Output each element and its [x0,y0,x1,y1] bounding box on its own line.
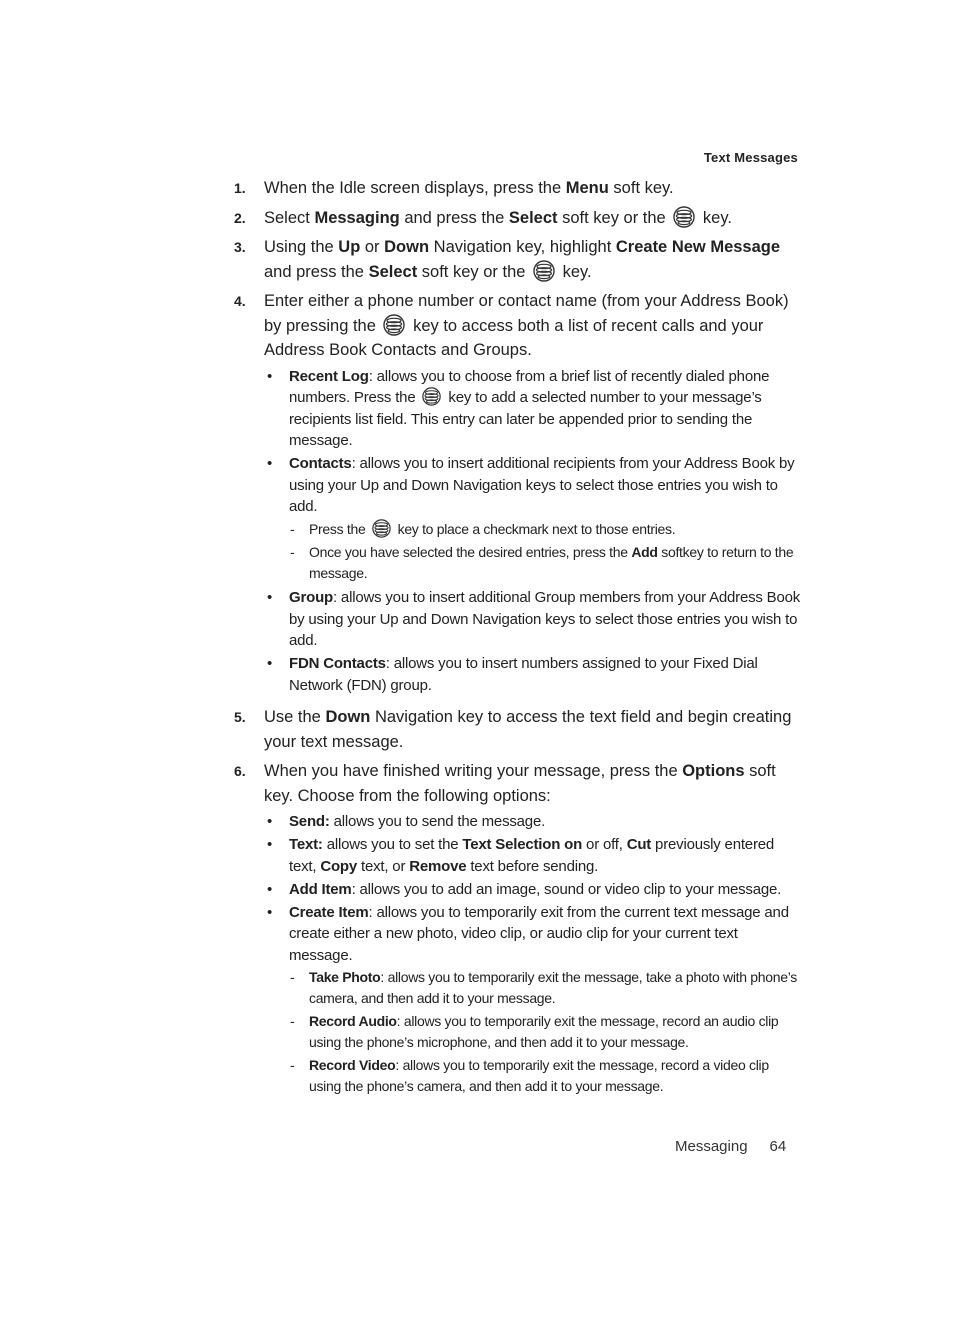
step-6-options [264,811,802,1099]
ok-key-icon [383,314,405,336]
bullet: • [267,880,273,898]
step-number: 5. [234,709,246,725]
step-4-options [264,366,802,697]
create-item-sub-options [289,967,802,1097]
list-item: - Record Audio: allows you to temporarily exit the message, record an audio clip using the phone’s microphone, and then add it to your message. [289,1011,802,1053]
page-number: 64 [769,1138,787,1155]
list-item: • Group: allows you to insert additional Group members from your Address Book by using your Up and Down Navigation keys to select those entries you wish to add. [264,587,802,652]
dash: - [290,520,295,537]
bullet: • [267,903,273,921]
step-number: 1. [234,180,246,196]
list-item: • Add Item: allows you to add an image, sound or video clip to your message. [264,879,802,901]
list-item: - Take Photo: allows you to temporarily exit the message, take a photo with phone’s camera, and then add it to your message. [289,967,802,1009]
dash: - [290,969,295,985]
bullet: • [267,836,273,853]
bullet: • [267,367,273,385]
step-number: 4. [234,293,246,309]
step-text: Use the Down Navigation key to access the text field and begin creating your text message. [264,708,792,751]
bullet: • [267,655,273,672]
ok-key-icon [673,206,695,228]
ok-key-icon [422,387,441,406]
dash: - [290,543,295,560]
page-footer [675,1138,786,1155]
step-number: 3. [234,239,246,255]
list-item: • Contacts: allows you to insert additional recipients from your Address Book by using your Up and Down Navigation keys to select those entries you wish to add. - Press the key to place a checkmark next to those entries. - Once you have selected the desired entries, press the Add softkey to return to the message. [264,453,802,586]
list-item: • Recent Log: allows you to choose from a brief list of recently dialed phone numbers. Press the key to add a selected number to your message’s recipients list field. This entry can later be appended prior to sending the message. [264,366,802,452]
step-text: Enter either a phone number or contact name (from your Address Book) by pressing the key to access both a list of recent calls and your Address Book Contacts and Groups. • Recent Log: allows you to choose from a brief list of recently dialed phone numbers. Press the key to add a selected number to your message’s recipients list field. This entry can later be appended prior to sending the message. • Contacts: allows you to insert additional recipients from your Address Book by using your Up and Down Navigation keys to select those entries you wish to add. - Press the key to place a checkmark next to those entries. - Once you have selected the desired entries, press the Add softkey to return to the message. • Group: allows you to insert additional Group members from your Address Book by using your Up and Down Navigation keys to select those entries you wish to add. • FDN Contacts: allows you to insert numbers assigned to your Fixed Dial Network (FDN) group. [264,289,802,700]
step-1 [234,176,802,201]
step-number: 6. [234,763,246,779]
list-item: • FDN Contacts: allows you to insert numbers assigned to your Fixed Dial Network (FDN) group. [264,653,802,696]
step-2 [234,206,802,231]
step-number: 2. [234,209,246,226]
step-5 [234,705,802,754]
step-text: When you have finished writing your message, press the Options soft key. Choose from the following options: • Send: allows you to send the message. • Text: allows you to set the Text Selection on or off, Cut previously entered text, Copy text, or Remove text before sending. • Add Item: allows you to add an image, sound or video clip to your message. • Create Item: allows you to temporarily exit from the current text message and create either a new photo, video clip, or audio clip for your current text message. - Take Photo: allows you to temporarily exit the message, take a photo with phone’s camera, and then add it to your message. - Record Audio: allows you to temporarily exit the message, record an audio clip using the phone’s microphone, and then add it to your message. - Record Video: allows you to temporarily exit the message, record a video clip using the phone’s camera, and then add it to your message. [264,759,802,1103]
page-header: Text Messages [703,150,798,165]
bullet: • [267,813,273,830]
ok-key-icon [533,260,555,282]
footer-section: Messaging [675,1138,748,1155]
dash: - [290,1057,295,1073]
list-item: - Record Video: allows you to temporarily exit the message, record a video clip using the phone’s camera, and then add it to your message. [289,1055,802,1097]
step-3 [234,235,802,284]
list-item: - Once you have selected the desired entries, press the Add softkey to return to the message. [289,542,802,584]
list-item: - Press the key to place a checkmark next to those entries. [289,519,802,540]
bullet: • [267,455,273,472]
step-4 [234,289,802,700]
step-text: Using the Up or Down Navigation key, highlight Create New Message and press the Select soft key or the key. [264,238,781,281]
contacts-sub-options [289,519,802,584]
list-item: • Create Item: allows you to temporarily exit from the current text message and create either a new photo, video clip, or audio clip for your current text message. - Take Photo: allows you to temporarily exit the message, take a photo with phone’s camera, and then add it to your message. - Record Audio: allows you to temporarily exit the message, record an audio clip using the phone’s microphone, and then add it to your message. - Record Video: allows you to temporarily exit the message, record a video clip using the phone’s camera, and then add it to your message. [264,902,802,1100]
instruction-steps [234,176,802,1108]
step-6 [234,759,802,1103]
step-text: When the Idle screen displays, press the Menu soft key. [264,179,674,197]
ok-key-icon [372,519,391,538]
step-text: Select Messaging and press the Select soft key or the key. [264,206,802,231]
list-item: • Send: allows you to send the message. [264,811,802,833]
bullet: • [267,589,273,606]
dash: - [290,1013,295,1029]
list-item: • Text: allows you to set the Text Selection on or off, Cut previously entered text, Copy text, or Remove text before sending. [264,834,802,877]
